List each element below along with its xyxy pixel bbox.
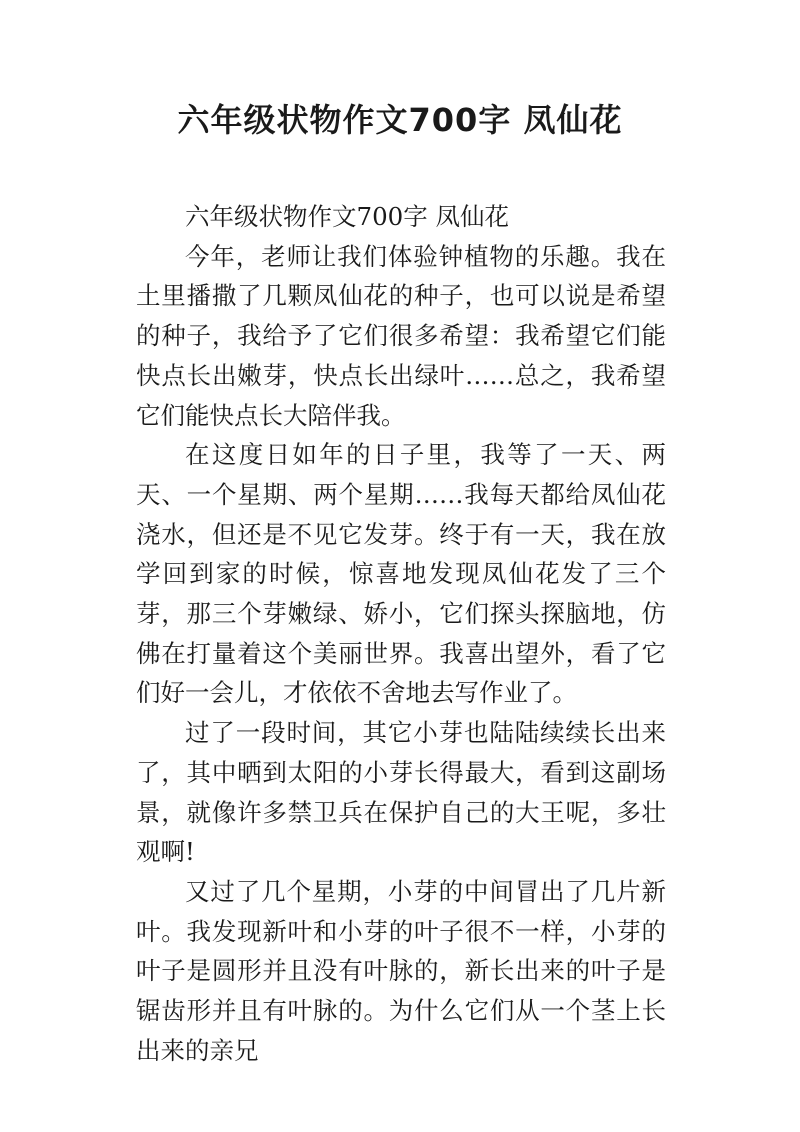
document-body: [136, 197, 666, 1070]
paragraph-1: 今年，老师让我们体验钟植物的乐趣。我在土里播撒了几颗凤仙花的种子，也可以说是希望的种子，我给予了它们很多希望：我希望它们能快点长出嫩芽，快点长出绿叶……总之，我希望它们能快点长大陪伴我。: [136, 241, 666, 430]
document-title: 六年级状物作文700字 凤仙花: [177, 101, 623, 139]
paragraph-heading: 六年级状物作文700字 凤仙花: [185, 202, 510, 231]
paragraph-2: 在这度日如年的日子里，我等了一天、两天、一个星期、两个星期……我每天都给凤仙花浇水，但还是不见它发芽。终于有一天，我在放学回到家的时候，惊喜地发现凤仙花发了三个芽，那三个芽嫩绿、娇小，它们探头探脑地，仿佛在打量着这个美丽世界。我喜出望外，看了它们好一会儿，才依依不舍地去写作业了。: [136, 440, 666, 708]
paragraph-4: 又过了几个星期，小芽的中间冒出了几片新叶。我发现新叶和小芽的叶子很不一样，小芽的叶子是圆形并且没有叶脉的，新长出来的叶子是锯齿形并且有叶脉的。为什么它们从一个茎上长出来的亲兄: [136, 876, 666, 1065]
paragraph-3: 过了一段时间，其它小芽也陆陆续续长出来了，其中晒到太阳的小芽长得最大，看到这副场景，就像许多禁卫兵在保护自己的大王呢，多壮观啊!: [136, 718, 666, 867]
